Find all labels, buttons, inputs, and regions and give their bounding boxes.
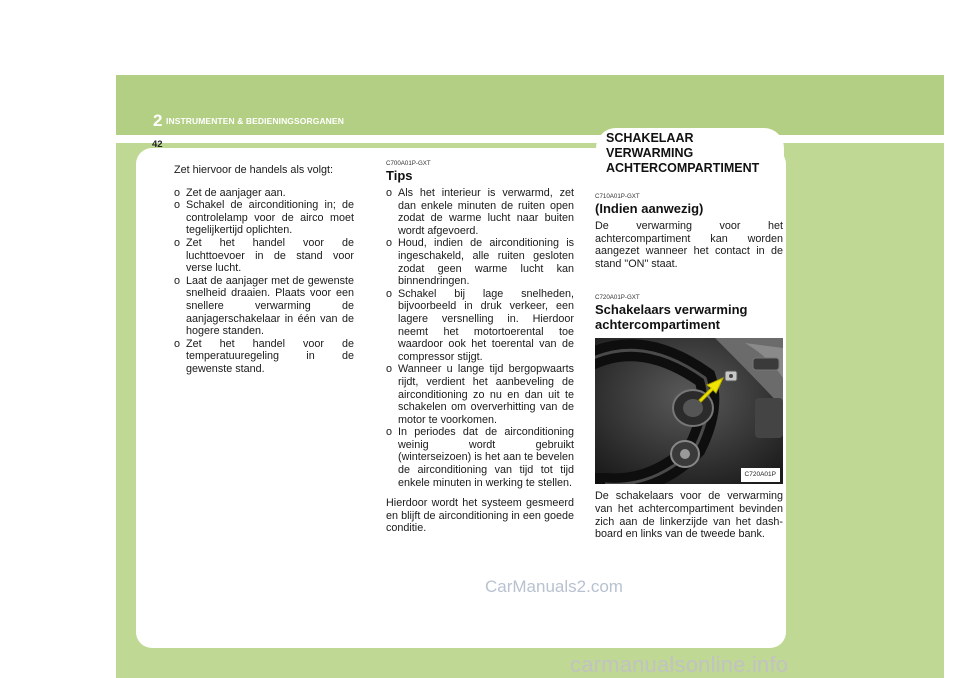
list-item-text: Zet het handel voor de temperatuuregeling in de gewenste stand. bbox=[186, 337, 354, 375]
tips-list bbox=[386, 187, 574, 489]
header-band bbox=[116, 75, 944, 135]
bullet-marker: o bbox=[174, 199, 181, 212]
list-item bbox=[174, 338, 354, 376]
footer-watermark: carmanualsonline.info bbox=[570, 652, 789, 677]
chapter-number: 2 bbox=[153, 111, 163, 130]
reference-code: C710A01P-GXT bbox=[595, 193, 640, 200]
list-item bbox=[174, 199, 354, 237]
list-item bbox=[386, 288, 574, 364]
list-item-text: Wanneer u lange tijd bergopwaarts rijdt, verdient het aanbeveling de airconditioning zo nu en dan uit te schakelen om oververhitting van de motor te voorkomen. bbox=[398, 363, 574, 426]
bullet-marker: o bbox=[386, 363, 393, 376]
list-item-text: Schakel de airconditioning in; de controlelamp voor de airco moet tegelijkertijd oplichten. bbox=[186, 199, 354, 237]
list-item-text: Houd, indien de airconditioning is ingeschakeld, alle ruiten gesloten zodat geen warme lucht kan binnendringen. bbox=[398, 237, 574, 288]
subsection-paragraph: De schakelaars voor de verwarming van het achtercompartiment bevinden zich aan de linkerzijde van het dash-board en links van de tweede bank. bbox=[595, 490, 783, 541]
image-label: C720A01P bbox=[741, 468, 780, 483]
subsection-title: Schakelaars verwarming achtercompartiment bbox=[595, 302, 748, 333]
reference-code: C700A01P-GXT bbox=[386, 160, 431, 167]
page-number: 42 bbox=[152, 139, 163, 150]
dashboard-illustration bbox=[595, 338, 783, 484]
subsection-title: (Indien aanwezig) bbox=[595, 201, 704, 216]
list-item-text: Schakel bij lage snelheden, bijvoorbeeld in druk verkeer, een lagere versnelling in. Hierdoor neemt het motortoerental toe waardoor ook het toerental van de compressor stijgt. bbox=[398, 287, 574, 363]
closing-paragraph: Hierdoor wordt het systeem gesmeerd en blijft de airconditioning in een goede conditie. bbox=[386, 497, 574, 535]
list-item-text: Als het interieur is verwarmd, zet dan enkele minuten de ruiten open zodat de warme lucht naar buiten wordt afgevoerd. bbox=[398, 187, 574, 237]
list-item bbox=[174, 275, 354, 338]
carmanuals-watermark: CarManuals2.com bbox=[485, 577, 623, 596]
bullet-marker: o bbox=[386, 426, 393, 439]
dashboard-switch-photo bbox=[595, 338, 783, 484]
instruction-list bbox=[174, 187, 354, 376]
list-item bbox=[386, 363, 574, 426]
chapter-title: INSTRUMENTEN & BEDIENINGSORGANEN bbox=[166, 116, 344, 126]
subsection-paragraph: De verwarming voor het achtercompartiment kan worden aangezet wanneer het contact in de stand "ON" staat. bbox=[595, 220, 783, 270]
column-2 bbox=[386, 160, 574, 535]
list-item-text: Zet het handel voor de luchttoevoer in de stand voor verse lucht. bbox=[186, 236, 354, 275]
list-item-text: In periodes dat de airconditioning weinig wordt gebruikt (winterseizoen) is het aan te bevelen de airconditioning van tijd tot tijd enkele minuten in werking te stellen. bbox=[398, 426, 574, 489]
tips-title: Tips bbox=[386, 168, 413, 183]
list-item bbox=[386, 187, 574, 237]
column-1 bbox=[174, 164, 354, 376]
bullet-marker: o bbox=[174, 274, 181, 287]
list-item bbox=[174, 237, 354, 275]
reference-code: C720A01P-GXT bbox=[595, 294, 640, 302]
intro-text: Zet hiervoor de handels als volgt: bbox=[174, 164, 334, 176]
spacer bbox=[386, 489, 574, 497]
list-item bbox=[386, 237, 574, 287]
list-item bbox=[386, 426, 574, 489]
section-heading: SCHAKELAAR VERWARMING ACHTERCOMPARTIMENT bbox=[606, 131, 760, 175]
list-item bbox=[174, 187, 354, 200]
list-item-text: Laat de aanjager met de gewenste snelheid draaien. Plaats voor een snellere verwarming de aanjagerschakelaar in één van de hogere standen. bbox=[186, 274, 354, 338]
bullet-marker: o bbox=[174, 337, 181, 350]
bullet-marker: o bbox=[174, 236, 181, 249]
list-item-text: Zet de aanjager aan. bbox=[186, 186, 286, 199]
bullet-marker: o bbox=[386, 237, 393, 250]
bullet-marker: o bbox=[174, 186, 181, 199]
column-3 bbox=[595, 193, 783, 541]
bullet-marker: o bbox=[386, 187, 393, 199]
bullet-marker: o bbox=[386, 287, 393, 300]
spacer bbox=[595, 270, 783, 294]
